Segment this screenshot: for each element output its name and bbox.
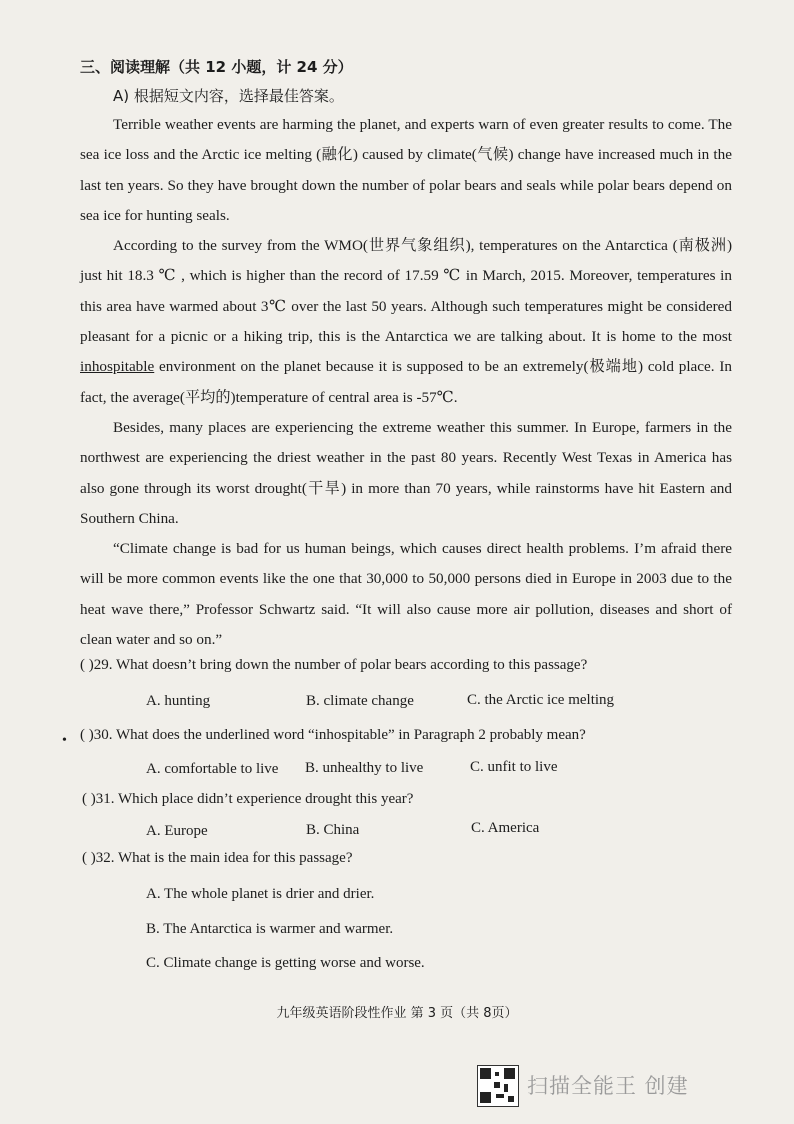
section-instruction: A) 根据短文内容，选择最佳答案。 <box>113 87 344 105</box>
q32-option-c[interactable]: C. Climate change is getting worse and worse. <box>146 955 425 971</box>
question-30: ( )30. What does the underlined word “inhospitable” in Paragraph 2 probably mean? <box>80 727 586 743</box>
paragraph-2 <box>80 231 732 413</box>
underlined-word: inhospitable <box>80 358 155 376</box>
paragraph-4: “Climate change is bad for us human beings, which causes direct health problems. I’m afraid there will be more common events like the one that 30,000 to 50,000 persons died in Europe in 2003 due to the heat wave there,” Professor Schwartz said. “It will also cause more air pollution, diseases and short of clean water and so on.” <box>80 540 732 649</box>
qr-code-icon <box>477 1065 519 1107</box>
paragraph-2-part-2: environment on the planet because it is supposed to be an extremely(极端地) cold place. In fact, the average(平均的)temperature of central area is -57℃. <box>80 358 732 406</box>
question-31: ( )31. Which place didn’t experience drought this year? <box>82 791 414 807</box>
question-32: ( )32. What is the main idea for this passage? <box>82 850 353 866</box>
q30-option-c[interactable]: C. unfit to live <box>470 759 558 775</box>
q32-option-b[interactable]: B. The Antarctica is warmer and warmer. <box>146 921 394 937</box>
q31-option-c[interactable]: C. America <box>471 820 540 836</box>
q32-option-a[interactable]: A. The whole planet is drier and drier. <box>146 886 375 902</box>
q31-option-b[interactable]: B. China <box>306 822 360 838</box>
paragraph-1: Terrible weather events are harming the planet, and experts warn of even greater results to come. The sea ice loss and the Arctic ice melting (融化) caused by climate(气候) change have increased much in the last ten years. So they have brought down the number of polar bears and seals while polar bears depend on sea ice for hunting seals. <box>80 116 732 224</box>
q30-option-a[interactable]: A. comfortable to live <box>146 761 279 777</box>
paragraph-3: Besides, many places are experiencing the extreme weather this summer. In Europe, farmers in the northwest are experiencing the driest weather in the past 80 years. Recently West Texas in America has also gone through its worst drought(干旱) in more than 70 years, while rainstorms have hit Eastern and Southern China. <box>80 418 732 527</box>
section-title: 三、阅读理解（共 12 小题，计 24 分） <box>80 58 353 76</box>
question-29: ( )29. What doesn’t bring down the number of polar bears according to this passage? <box>80 657 588 673</box>
q31-option-a[interactable]: A. Europe <box>146 823 208 839</box>
paragraph-2-part-1: According to the survey from the WMO(世界气象组织), temperatures on the Antarctica (南极洲) just hit 18.3 ℃ , which is higher than the record of 17.59 ℃ in March, 2015. Moreover, temperatures in this area have warmed about 3℃ over the last 50 years. Although such temperatures might be considered pleasant for a picnic or a hiking trip, this is the Antarctica we are talking about. It is home to the most <box>80 237 732 346</box>
reading-passage <box>80 110 732 655</box>
scanner-watermark: 扫描全能王 创建 <box>527 1074 689 1098</box>
page-footer: 九年级英语阶段性作业 第 3 页（共 8页） <box>276 1006 518 1021</box>
bullet-dot: • <box>62 733 67 748</box>
q29-option-c[interactable]: C. the Arctic ice melting <box>467 692 615 708</box>
q29-option-a[interactable]: A. hunting <box>146 693 211 709</box>
q29-option-b[interactable]: B. climate change <box>306 693 414 709</box>
q30-option-b[interactable]: B. unhealthy to live <box>305 760 424 776</box>
